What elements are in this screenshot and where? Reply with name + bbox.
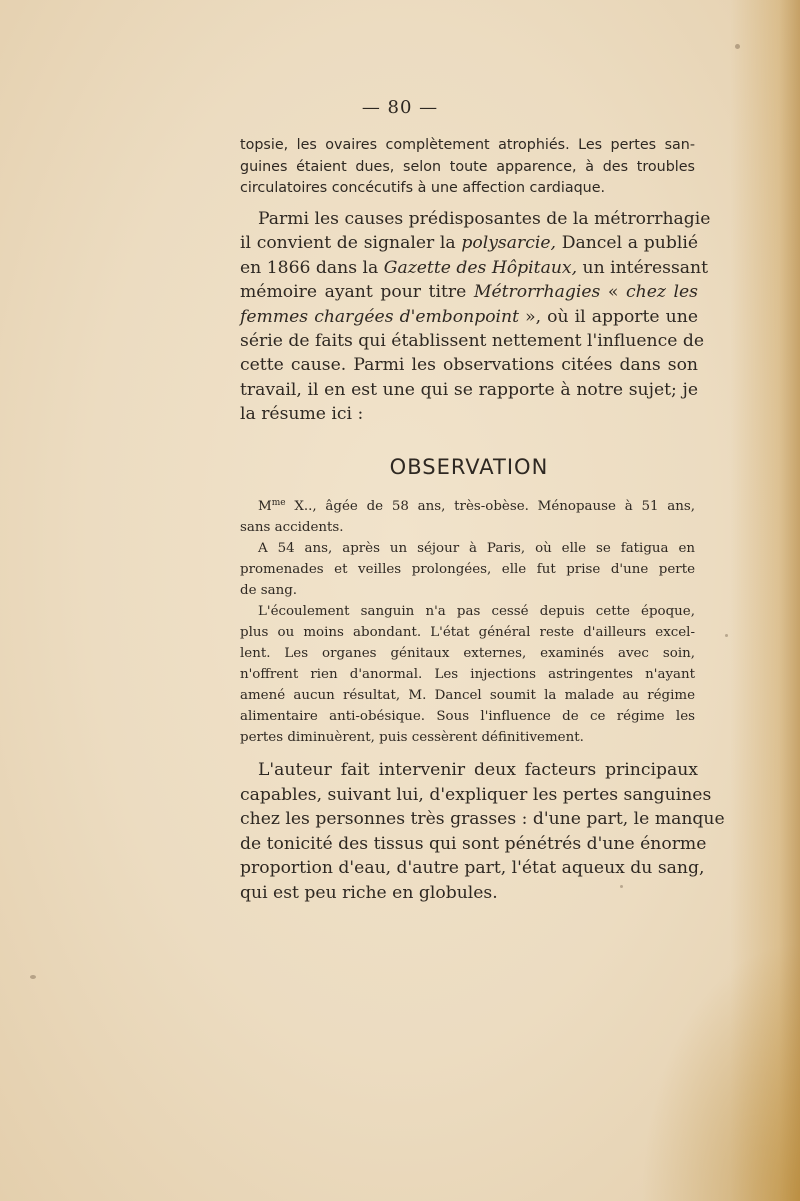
text-line: femmes chargées d'embonpoint », où il apporte une	[240, 306, 698, 327]
closing-paragraph	[240, 758, 725, 906]
text-line: plus ou moins abondant. L'état général reste d'ailleurs excel-	[240, 625, 695, 640]
text-line: chez les personnes très grasses : d'une part, le manque	[240, 809, 725, 830]
text-line: $M^{me}$ X.., âgée de 58 ans, très-obèse. Ménopause à 51 ans,	[258, 498, 695, 514]
intro-paragraph	[240, 135, 695, 200]
paper-speck	[30, 975, 36, 979]
text-line: de sang.	[240, 583, 298, 598]
text-line: il convient de signaler la polysarcie, Dancel a publié	[240, 233, 698, 254]
text-line: n'offrent rien d'anormal. Les injections astringentes n'ayant	[240, 667, 695, 682]
text-line: série de faits qui établissent nettement l'influence de	[240, 331, 705, 352]
text-line: travail, il en est une qui se rapporte à notre sujet; je	[240, 379, 698, 400]
text-line: la résume ici :	[240, 404, 364, 425]
text-line: en 1866 dans la Gazette des Hôpitaux, un intéressant	[240, 257, 709, 278]
text-line: Parmi les causes prédisposantes de la métrorrhagie	[258, 209, 711, 229]
text-line: guines étaient dues, selon toute apparence, à des troubles	[240, 158, 695, 175]
text-line: cette cause. Parmi les observations citées dans son	[240, 355, 698, 376]
text-line: capables, suivant lui, d'expliquer les pertes sanguines	[240, 784, 712, 805]
observation-body	[240, 496, 695, 748]
text-line: proportion d'eau, d'autre part, l'état aqueux du sang,	[240, 858, 705, 879]
text-line: L'auteur fait intervenir deux facteurs principaux	[258, 760, 698, 780]
text-line: circulatoires concécutifs à une affection cardiaque.	[240, 180, 606, 196]
text-line: alimentaire anti-obésique. Sous l'influence de ce régime les	[240, 709, 695, 724]
paper-speck	[735, 44, 740, 49]
text-line: pertes diminuèrent, puis cessèrent définitivement.	[240, 730, 584, 745]
observation-heading: OBSERVATION	[389, 455, 549, 479]
text-line: sans accidents.	[240, 520, 344, 535]
page-number: — 80 —	[361, 97, 439, 118]
corner-stain	[640, 941, 800, 1201]
text-line: A 54 ans, après un séjour à Paris, où elle se fatigua en	[258, 541, 695, 556]
text-line: L'écoulement sanguin n'a pas cessé depuis cette époque,	[258, 604, 695, 619]
text-line: promenades et veilles prolongées, elle fut prise d'une perte	[240, 562, 695, 577]
paper-speck	[725, 634, 728, 637]
text-line: lent. Les organes génitaux externes, examinés avec soin,	[240, 646, 695, 661]
text-line: topsie, les ovaires complètement atrophiés. Les pertes san-	[240, 137, 695, 153]
text-line: mémoire ayant pour titre Métrorrhagies « chez les	[240, 282, 699, 303]
paragraph-causes	[240, 207, 711, 427]
text-line: qui est peu riche en globules.	[240, 882, 498, 903]
text-line: de tonicité des tissus qui sont pénétrés d'une énorme	[240, 833, 707, 854]
text-line: amené aucun résultat, M. Dancel soumit la malade au régime	[240, 688, 695, 703]
